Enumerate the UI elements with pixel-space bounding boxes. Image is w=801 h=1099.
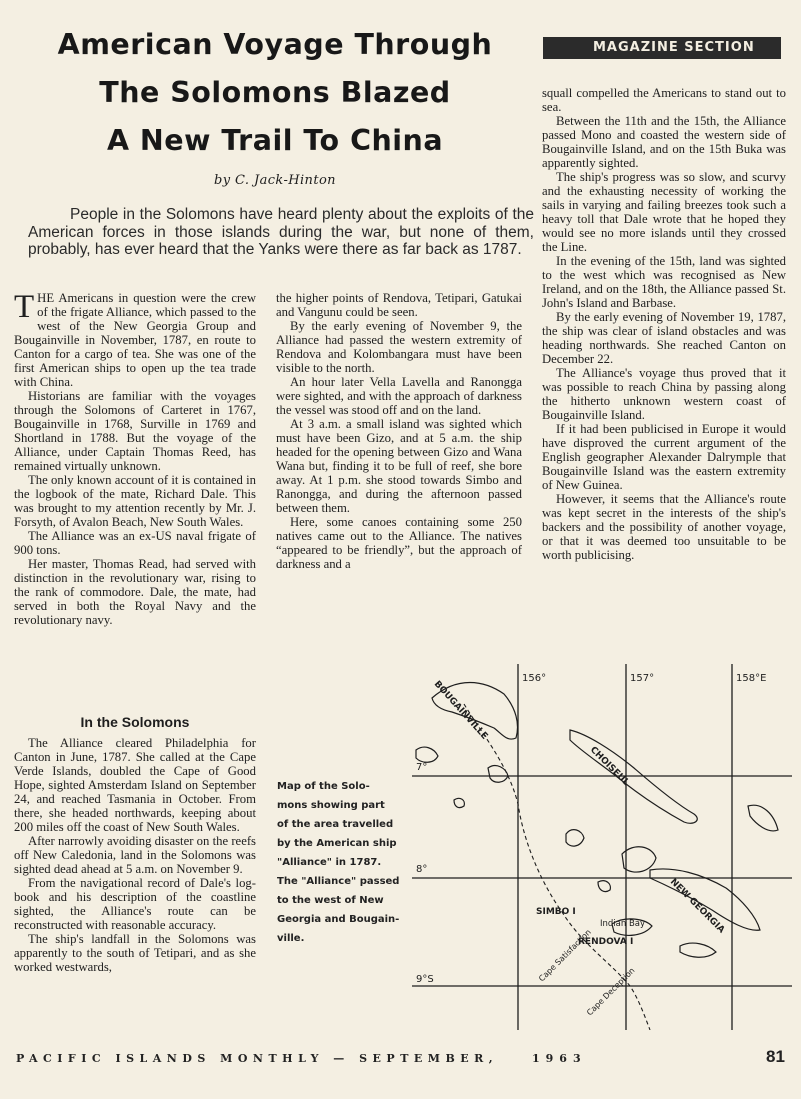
paragraph: At 3 a.m. a small island was sighted which must have been Gizo, and at 5 a.m. the ship headed for the opening between Gizo and Wana Wana but, finding it to be full of reef, she bore away. At 1 p.m. she stood towards Simbo and Ranongga, and during the afternoon passed between them. [276, 417, 522, 515]
subhead: In the Solomons [80, 714, 190, 730]
map-labels [416, 673, 766, 1017]
dropcap: T [14, 289, 35, 325]
headline-line-1: American Voyage Through [57, 28, 493, 61]
paragraph: The Alliance cleared Philadelphia for Canton in June, 1787. She called at the Cape Verde Islands, doubled the Cape of Good Hope, sighted Amsterdam Island on September 24, and reached Tasmania in October. From there, she headed northwards, keeping about 200 miles off the coast of New South Wales. [14, 736, 256, 834]
section-badge: MAGAZINE SECTION [543, 37, 781, 59]
latitude-label: 8° [416, 864, 428, 875]
place-label-rendova: RENDOVA I [578, 937, 634, 947]
island [566, 830, 584, 846]
paragraph: After narrowly avoiding disaster on the reefs off New Caledonia, land in the Solomons was sighted dead ahead at 5 a.m. on November 9. [14, 834, 256, 876]
paragraph: In the evening of the 15th, land was sighted to the west which was recognised as New Ireland, and on the 18th, the Alliance passed St. John's Island and Barbase. [542, 254, 786, 310]
folio-magazine: PACIFIC ISLANDS MONTHLY — SEPTEMBER, [16, 1052, 499, 1065]
longitude-label: 157° [630, 673, 655, 684]
simbo-island [598, 881, 610, 892]
caption-line: by the American ship [277, 838, 397, 849]
paragraph: An hour later Vella Lavella and Ranongga were sighted, and with the approach of darkness the vessel was stood off and on the land. [276, 375, 522, 417]
paragraph: Historians are familiar with the voyages through the Solomons of Carteret in 1767, Bougainville in 1768, Surville in 1769 and Shortland in 1788. But the voyage of the Alliance, under Captain Thomas Reed, has remained virtually unknown. [14, 389, 256, 473]
paragraph: The Alliance's voyage thus proved that it was possible to reach China by passing along the hitherto unknown western coast of Bougainville Island. [542, 366, 786, 422]
paragraph: By the early evening of November 19, 1787, the ship was clear of island obstacles and was heading northwards. She reached Canton on December 22. [542, 310, 786, 366]
place-label-cape-deception: Cape Deception [585, 965, 637, 1018]
shortland-islands [488, 766, 508, 783]
headline-line-2: The Solomons Blazed [99, 76, 451, 109]
paragraph: Her master, Thomas Read, had served with distinction in the revolutionary war, rising to the rank of commodore. Dale, the mate, had served in both the Royal Navy and the revolutionary navy. [14, 557, 256, 627]
caption-line: Georgia and Bougain- [277, 914, 400, 925]
caption-line: of the area travelled [277, 819, 394, 830]
column-2 [276, 291, 522, 571]
paragraph: However, it seems that the Alliance's route was kept secret in the interests of the ship's backers and the possibility of another voyage, or that it was deemed too unsuitable to be worth publicising. [542, 492, 786, 562]
headline-line-3: A New Trail To China [106, 124, 444, 157]
kolombangara-island [622, 847, 656, 872]
place-label-cape-satisfaction: Cape Satisfaction [537, 927, 593, 984]
island [416, 747, 438, 762]
solomons-map [412, 664, 792, 1030]
caption-line: Map of the Solo- [277, 781, 370, 792]
place-label-bougainville: BOUGAINVILLE [431, 679, 490, 742]
place-label-choiseul: CHOISEUL [587, 745, 631, 789]
column-1-bottom [14, 736, 256, 974]
map-svg [412, 664, 792, 1030]
column-1-top [14, 291, 256, 627]
paragraph: Between the 11th and the 15th, the Alliance passed Mono and coasted the western side of Bougainville Island, and on the 15th Buka was apparently sighted. [542, 114, 786, 170]
paragraph [14, 291, 256, 389]
paragraph: Here, some canoes containing some 250 natives came out to the Alliance. The natives “appeared to be friendly”, but the approach of darkness and a [276, 515, 522, 571]
column-3 [542, 86, 786, 562]
paragraph: If it had been publicised in Europe it would have disproved the current argument of the English geographer Alexander Dalrymple that Bougainville Island was the eastern extremity of New Guinea. [542, 422, 786, 492]
santa-isabel-coast [748, 805, 778, 831]
caption-line: The "Alliance" passed [277, 876, 400, 887]
page-number: 81 [766, 1047, 785, 1066]
caption-line: "Alliance" in 1787. [277, 857, 382, 868]
byline: by C. Jack-Hinton [214, 173, 336, 188]
caption-line: ville. [277, 933, 305, 944]
tetipari-island [680, 943, 716, 957]
standfirst-text: People in the Solomons have heard plenty about the exploits of the American forces in those islands during the war, but none of them, probably, has ever heard that the Yanks were there as far back as 1787. [28, 206, 534, 258]
paragraph: The ship's landfall in the Solomons was apparently to the south of Tetipari, and as she worked westwards, [14, 932, 256, 974]
paragraph: The Alliance was an ex-US naval frigate of 900 tons. [14, 529, 256, 557]
paragraph: The ship's progress was so slow, and scurvy and the exhausting necessity of working the sails in varying and failing breezes took such a heavy toll that Dale wrote that he hoped they would see no more islands until they crossed the Line. [542, 170, 786, 254]
paragraph: From the navigational record of Dale's log-book and his description of the coastline sighted, the Alliance's route can be reconstructed with reasonable accuracy. [14, 876, 256, 932]
place-label-new-georgia: NEW GEORGIA [667, 877, 727, 936]
paragraph: By the early evening of November 9, the Alliance had passed the western extremity of Rendova and Kolombangara must have been visible to the north. [276, 319, 522, 375]
standfirst [28, 206, 534, 259]
paragraph: the higher points of Rendova, Tetipari, Gatukai and Vangunu could be seen. [276, 291, 522, 319]
folio-year: 1963 [532, 1052, 587, 1065]
longitude-label: 156° [522, 673, 547, 684]
map-caption [277, 777, 403, 948]
place-label-simbo: SIMBO I [536, 907, 576, 917]
latitude-label: 9°S [416, 974, 434, 985]
paragraph: squall compelled the Americans to stand out to sea. [542, 86, 786, 114]
place-label-indian-bay: Indian Bay [600, 919, 646, 929]
caption-line: mons showing part [277, 800, 385, 811]
paragraph-text: HE Americans in question were the crew of the frigate Alliance, which passed to the west of the New Georgia Group and Bougainville in November, 1787, en route to Canton for a cargo of tea. She was one of the first American ships to open up the tea trade with China. [14, 291, 256, 389]
paragraph: The only known account of it is contained in the logbook of the mate, Richard Dale. This was brought to my attention recently by Mr. J. Forsyth, of Avalon Beach, New South Wales. [14, 473, 256, 529]
island [454, 798, 464, 807]
longitude-label: 158°E [736, 673, 767, 684]
caption-line: to the west of New [277, 895, 384, 906]
latitude-label: 7° [416, 762, 428, 773]
